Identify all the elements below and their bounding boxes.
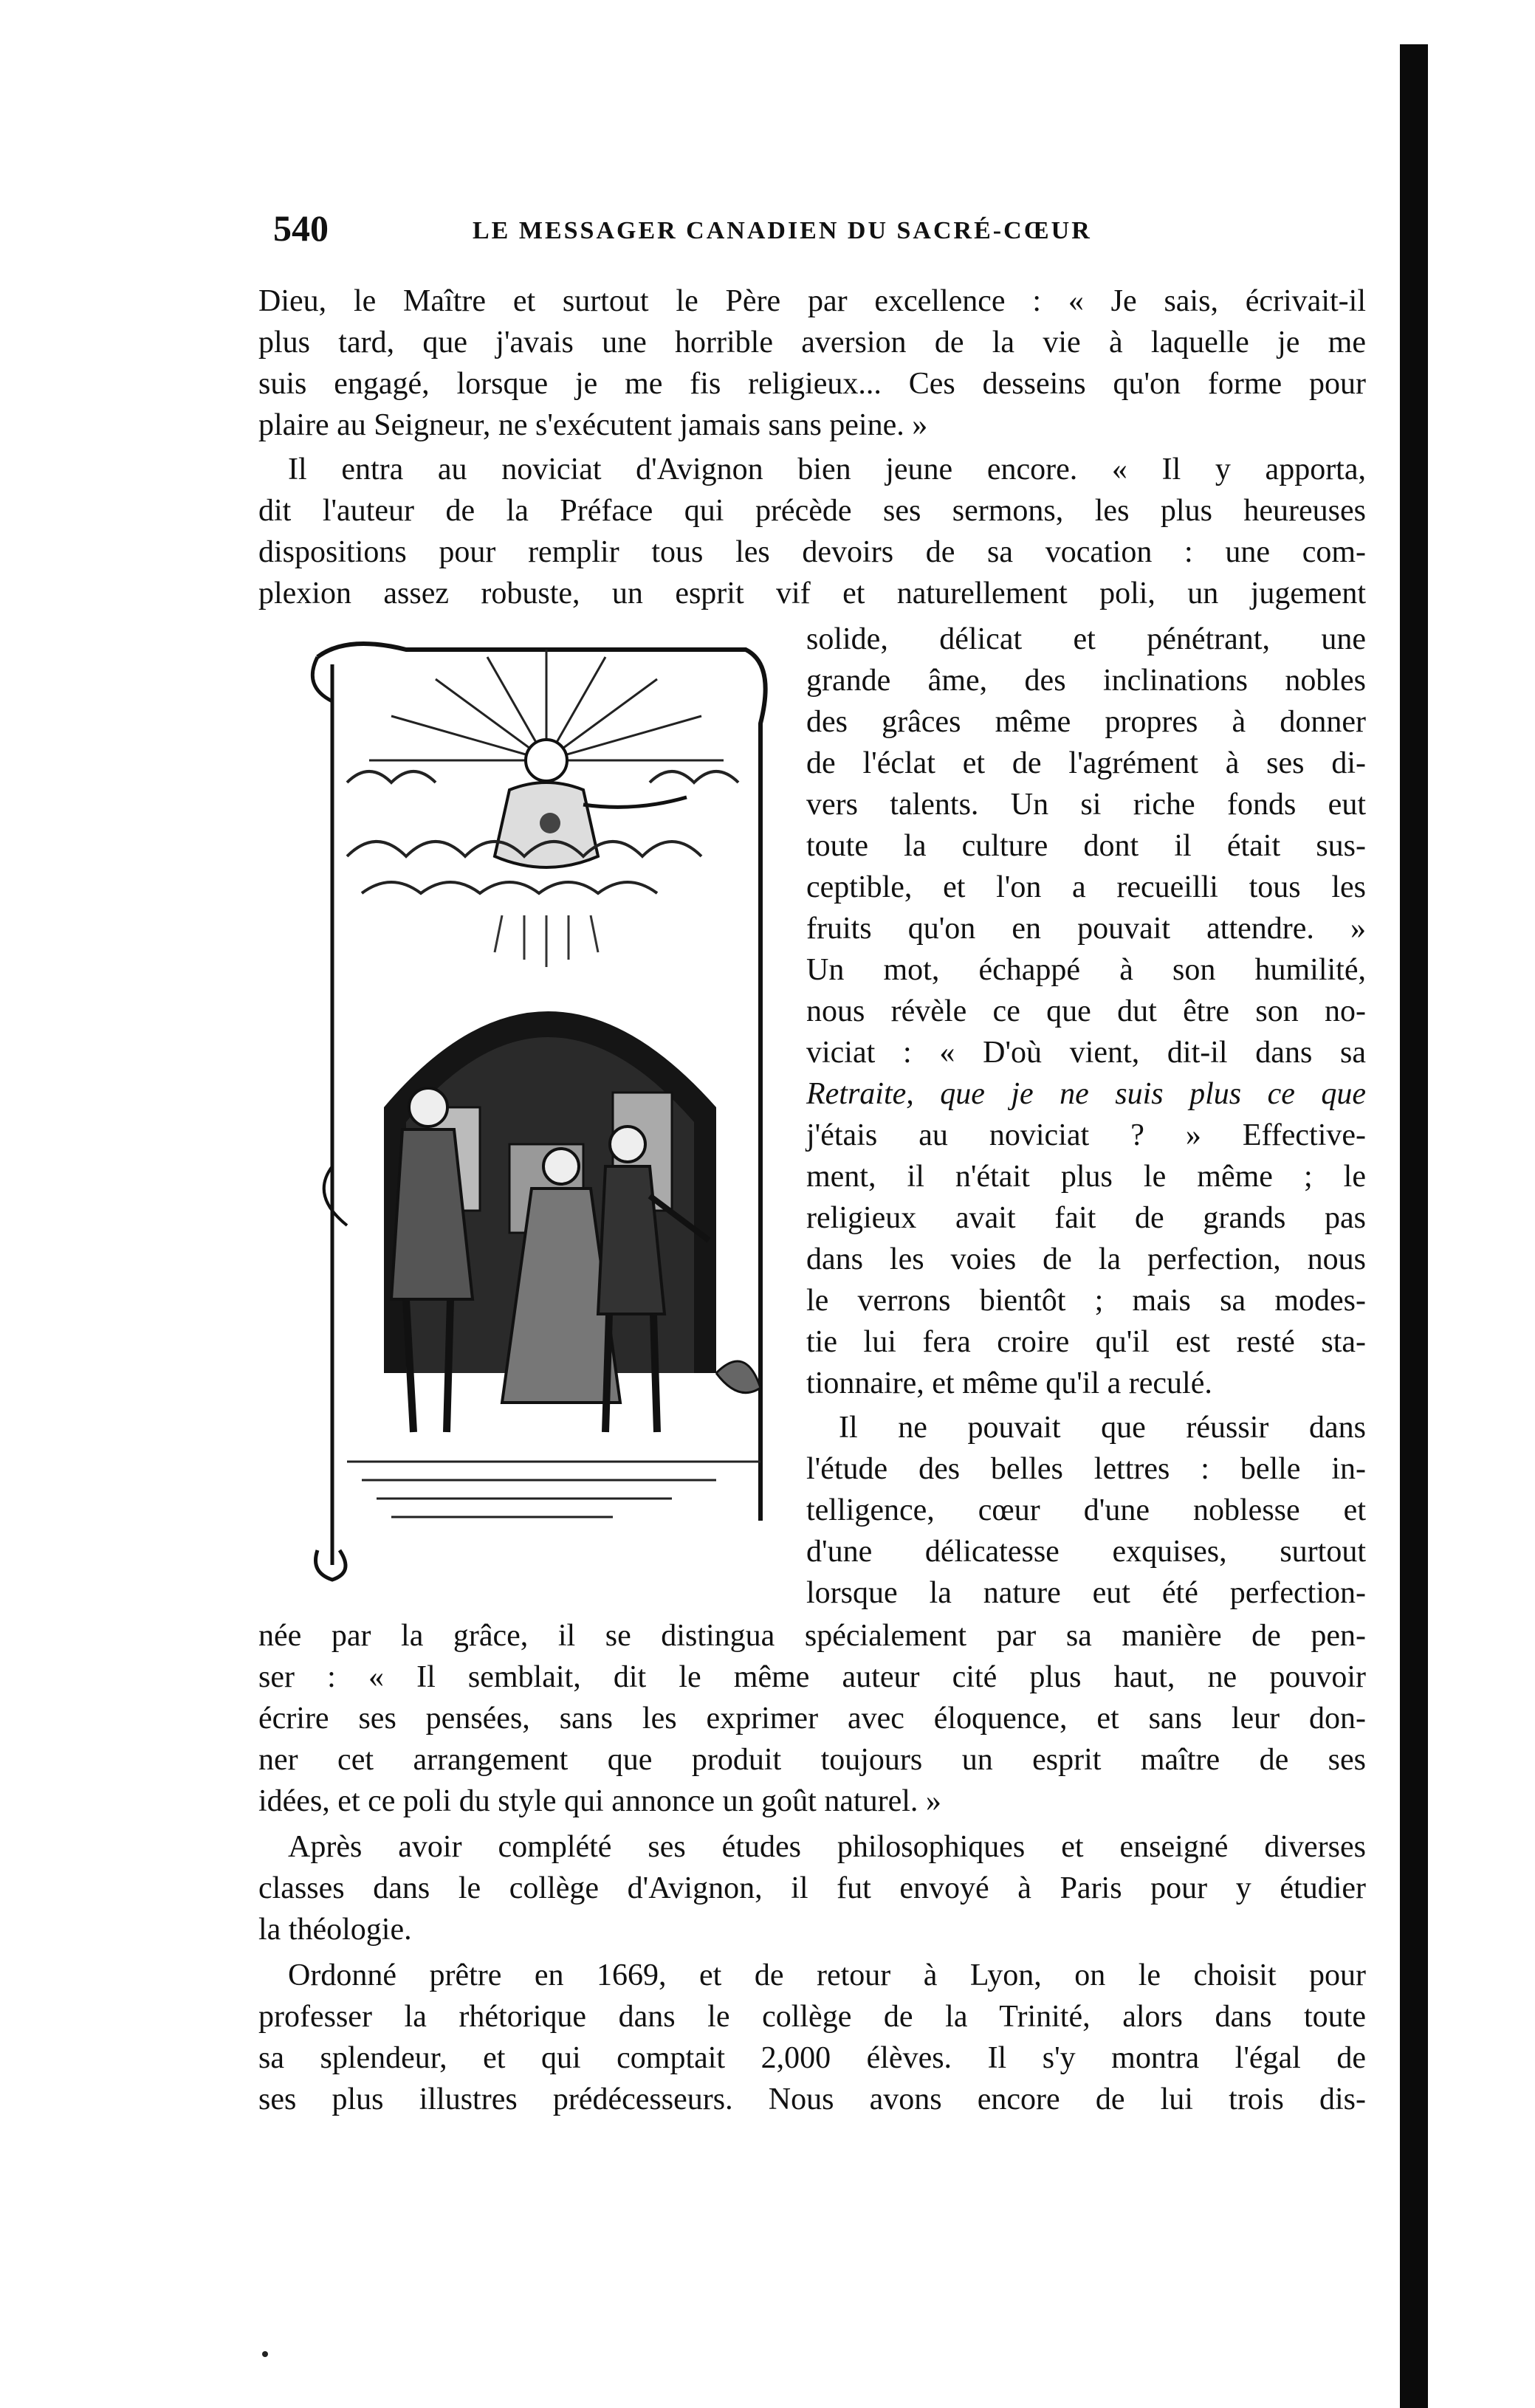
text-line: des grâces même propres à donner	[806, 705, 1366, 739]
text-line: ment, il n'était plus le même ; le	[806, 1160, 1366, 1194]
text-line: née par la grâce, il se distingua spécialement par sa manière de pen-	[258, 1619, 1366, 1653]
text-line: idées, et ce poli du style qui annonce un goût naturel. »	[258, 1784, 941, 1818]
text-line: dit l'auteur de la Préface qui précède ses sermons, les plus heureuses	[258, 494, 1366, 528]
text-line: Un mot, échappé à son humilité,	[806, 953, 1366, 987]
text-line: plexion assez robuste, un esprit vif et naturellement poli, un jugement	[258, 577, 1366, 610]
engraving-illustration	[303, 635, 790, 1595]
text-line: Il ne pouvait que réussir dans	[839, 1411, 1366, 1445]
stray-mark	[262, 2351, 268, 2357]
text-line: vers talents. Un si riche fonds eut	[806, 788, 1366, 822]
text-line: dans les voies de la perfection, nous	[806, 1242, 1366, 1276]
text-line: j'étais au noviciat ? » Effective-	[806, 1118, 1366, 1152]
text-line: suis engagé, lorsque je me fis religieux... Ces desseins qu'on forme pour	[258, 367, 1366, 401]
text-line: telligence, cœur d'une noblesse et	[806, 1493, 1366, 1527]
text-line: plaire au Seigneur, ne s'exécutent jamais sans peine. »	[258, 408, 928, 442]
engraving-art	[303, 635, 790, 1595]
text-line: Il entra au noviciat d'Avignon bien jeune encore. « Il y apporta,	[288, 453, 1366, 486]
text-line: ceptible, et l'on a recueilli tous les	[806, 870, 1366, 904]
text-line: dispositions pour remplir tous les devoirs de sa vocation : une com-	[258, 535, 1366, 569]
text-line: ser : « Il semblait, dit le même auteur cité plus haut, ne pouvoir	[258, 1660, 1366, 1694]
text-line: tionnaire, et même qu'il a reculé.	[806, 1366, 1212, 1400]
text-line: ner cet arrangement que produit toujours un esprit maître de ses	[258, 1743, 1366, 1777]
text-line: ses plus illustres prédécesseurs. Nous avons encore de lui trois dis-	[258, 2082, 1366, 2116]
text-line: la théologie.	[258, 1913, 412, 1947]
page-edge-shadow	[1400, 44, 1428, 2408]
text-line: professer la rhétorique dans le collège de la Trinité, alors dans toute	[258, 2000, 1366, 2034]
text-line: d'une délicatesse exquises, surtout	[806, 1535, 1366, 1569]
text-line: lorsque la nature eut été perfection-	[806, 1576, 1366, 1610]
text-line: de l'éclat et de l'agrément à ses di-	[806, 746, 1366, 780]
text-line: viciat : « D'où vient, dit-il dans sa	[806, 1036, 1366, 1070]
text-line: le verrons bientôt ; mais sa modes-	[806, 1284, 1366, 1318]
text-line: Dieu, le Maître et surtout le Père par excellence : « Je sais, écrivait-il	[258, 284, 1366, 318]
text-line: plus tard, que j'avais une horrible aversion de la vie à laquelle je me	[258, 326, 1366, 360]
page-number: 540	[273, 207, 329, 249]
text-line: Ordonné prêtre en 1669, et de retour à Lyon, on le choisit pour	[288, 1958, 1366, 1992]
text-line: nous révèle ce que dut être son no-	[806, 994, 1366, 1028]
text-line: solide, délicat et pénétrant, une	[806, 622, 1366, 656]
text-line: tie lui fera croire qu'il est resté sta-	[806, 1325, 1366, 1359]
running-title: LE MESSAGER CANADIEN DU SACRÉ-CŒUR	[473, 217, 1092, 244]
text-line: sa splendeur, et qui comptait 2,000 élèves. Il s'y montra l'égal de	[258, 2041, 1366, 2075]
text-line: classes dans le collège d'Avignon, il fut envoyé à Paris pour y étudier	[258, 1871, 1366, 1905]
text-line: toute la culture dont il était sus-	[806, 829, 1366, 863]
text-line: fruits qu'on en pouvait attendre. »	[806, 912, 1366, 946]
text-line: Retraite, que je ne suis plus ce que	[806, 1077, 1366, 1111]
text-line: Après avoir complété ses études philosophiques et enseigné diverses	[288, 1830, 1366, 1864]
text-line: écrire ses pensées, sans les exprimer avec éloquence, et sans leur don-	[258, 1702, 1366, 1736]
text-line: religieux avait fait de grands pas	[806, 1201, 1366, 1235]
page-header	[273, 207, 1395, 258]
text-line: grande âme, des inclinations nobles	[806, 664, 1366, 698]
text-line: l'étude des belles lettres : belle in-	[806, 1452, 1366, 1486]
